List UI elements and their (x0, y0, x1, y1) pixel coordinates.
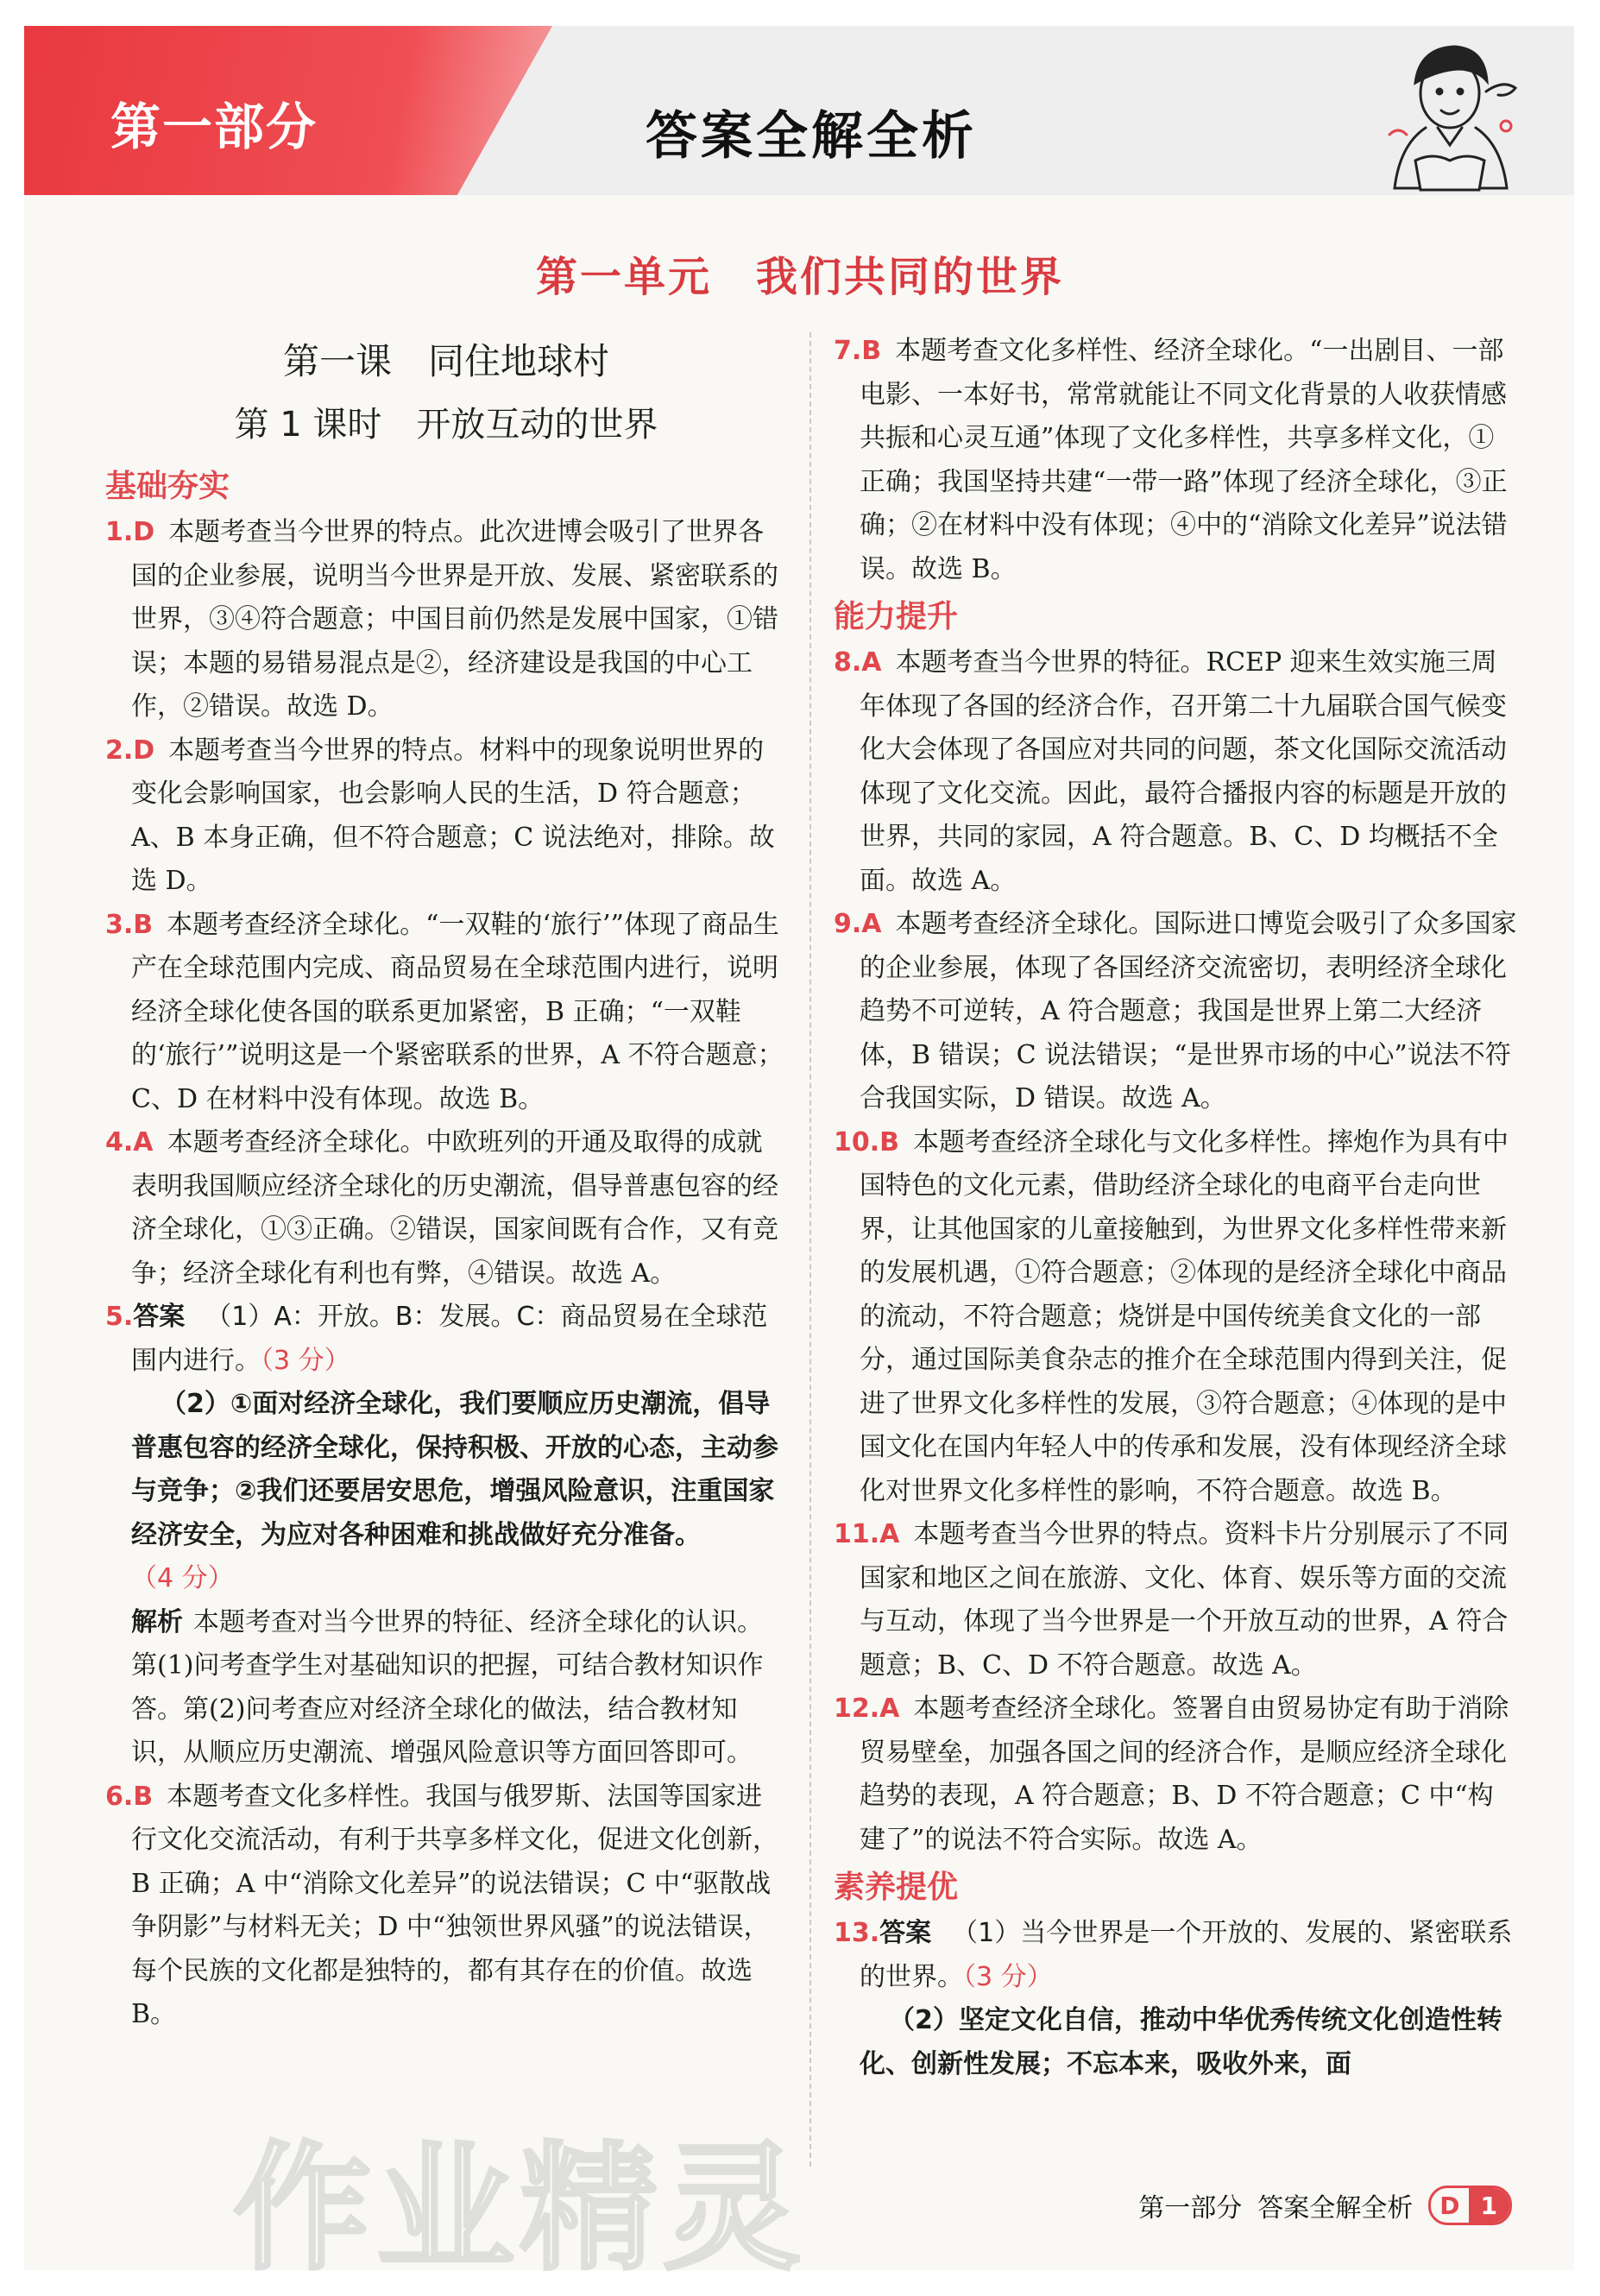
question-1 (105, 511, 787, 729)
analysis-block (105, 1601, 787, 1776)
question-number: 13. (834, 1918, 880, 1948)
header-part-label: 第一部分 (110, 98, 318, 156)
answer-part-2: （2）①面对经济全球化，我们要顺应历史潮流，倡导普惠包容的经济全球化，保持积极、开放的心态，主动参与竞争；②我们还要居安思危，增强风险意识，注重国家经济安全，为应对各种困难和挑战做好充分准备。 (131, 1389, 778, 1550)
period-title: 第 1 课时 开放互动的世界 (234, 405, 658, 445)
question-text: 本题考查经济全球化。国际进口博览会吸引了众多国家的企业参展，体现了各国经济交流密切，表明经济全球化趋势不可逆转，A 符合题意；我国是世界上第二大经济体，B 错误；C 说法错误；“是世界市场的中心”说法不符合我国实际，D 错误。故选 A。 (860, 909, 1517, 1113)
question-text: 本题考查当今世界的特点。材料中的现象说明世界的变化会影响国家，也会影响人民的生活，D 符合题意；A、B 本身正确，但不符合题意；C 说法绝对，排除。故选 D。 (131, 735, 775, 896)
page-badge (1428, 2186, 1512, 2225)
question-text: 本题考查文化多样性、经济全球化。“一出剧目、一部电影、一本好书，常常就能让不同文化背景的人收获情感共振和心灵互通”体现了文化多样性，共享多样文化，①正确；我国坚持共建“一带一路”体现了经济全球化，③正确；②在材料中没有体现；④中的“消除文化差异”说法错误。故选 B。 (860, 336, 1508, 584)
watermark: 作业精灵 (233, 2128, 807, 2289)
question-text: 本题考查文化多样性。我国与俄罗斯、法国等国家进行文化交流活动，有利于共享多样文化，促进文化创新，B 正确；A 中“消除文化差异”的说法错误；C 中“驱散战争阴影”与材料无关；D 中“独领世界风骚”的说法错误，每个民族的文化都是独特的，都有其存在的价值。故选 B。 (131, 1781, 778, 2029)
question-text: 本题考查经济全球化。“一双鞋的‘旅行’”体现了商品生产在全球范围内完成、商品贸易在全球范围内进行，说明经济全球化使各国的联系更加紧密，B 正确；“一双鞋的‘旅行’”说明这是一个紧密联系的世界，A 不符合题意；C、D 在材料中没有体现。故选 B。 (131, 909, 784, 1114)
answer-part-2-block (834, 1999, 1519, 2086)
footer-part: 第一部分 (1138, 2193, 1243, 2223)
question-number: 2.D (105, 735, 155, 766)
question-5 (105, 1296, 787, 1383)
page-footer (1138, 2186, 1512, 2225)
question-4 (105, 1121, 787, 1296)
question-number: 4.A (105, 1127, 154, 1157)
answer-part-1: （1）当今世界是一个开放的、发展的、紧密联系的世界。 (860, 1918, 1513, 1992)
question-number: 5. (105, 1302, 134, 1332)
question-9 (834, 903, 1519, 1121)
question-text: 本题考查经济全球化与文化多样性。摔炮作为具有中国特色的文化元素，借助经济全球化的电商平台走向世界，让其他国家的儿童接触到，为世界文化多样性带来新的发展机遇，①符合题意；②体现的是经济全球化中商品的流动，不符合题意；烧饼是中国传统美食文化的一部分，通过国际美食杂志的推介在全球范围内得到关注，促进了世界文化多样性的发展，③符合题意；④体现的是中国文化在国内年轻人中的传承和发展，没有体现经济全球化对世界文化多样性的影响，不符合题意。故选 B。 (860, 1126, 1509, 1506)
score-points: （4 分） (131, 1563, 234, 1593)
question-number: 12.A (834, 1694, 900, 1724)
question-number: 10.B (834, 1126, 900, 1157)
question-13 (834, 1912, 1519, 1999)
unit-title: 第一单元 我们共同的世界 (535, 253, 1064, 301)
question-8 (834, 641, 1519, 903)
analysis-label: 解析 (131, 1606, 183, 1637)
question-10 (834, 1121, 1519, 1514)
column-divider (809, 332, 811, 2167)
score-points: （3 分） (963, 1961, 1053, 1992)
analysis-text: 本题考查对当今世界的特征、经济全球化的认识。第(1)问考查学生对基础知识的把握，可结合教材知识作答。第(2)问考查应对经济全球化的做法，结合教材知识，从顺应历史潮流、增强风险意识等方面回答即可。 (131, 1606, 764, 1768)
question-number: 7.B (834, 336, 882, 366)
question-number: 3.B (105, 909, 154, 940)
question-number: 6.B (105, 1781, 154, 1812)
question-12 (834, 1687, 1519, 1862)
page-number: 1 (1469, 2188, 1509, 2223)
question-text: 本题考查当今世界的特点。此次进博会吸引了世界各国的企业参展，说明当今世界是开放、发展、紧密联系的世界，③④符合题意；中国目前仍然是发展中国家，①错误；本题的易错易混点是②，经济建设是我国的中心工作，②错误。故选 D。 (131, 517, 778, 722)
question-11 (834, 1513, 1519, 1687)
answer-part-2: （2）坚定文化自信，推动中华优秀传统文化创造性转化、创新性发展；不忘本来，吸收外来，面 (860, 2005, 1502, 2079)
answer-label: 答案 (133, 1302, 186, 1332)
question-text: 本题考查当今世界的特征。RCEP 迎来生效实施三周年体现了各国的经济合作，召开第二十九届联合国气候变化大会体现了各国应对共同的问题，茶文化国际交流活动体现了文化交流。因此，最符合播报内容的标题是开放的世界，共同的家园，A 符合题意。B、C、D 均概括不全面。故选 A。 (860, 647, 1507, 896)
mascot-illustration-icon (1355, 31, 1536, 212)
score-points: （3 分） (261, 1345, 350, 1376)
question-number: 11.A (834, 1519, 900, 1549)
lesson-title: 第一课 同住地球村 (282, 340, 609, 382)
question-number: 9.A (834, 909, 882, 939)
question-7 (834, 330, 1519, 591)
right-column (834, 330, 1519, 2086)
left-column (105, 330, 787, 2037)
question-text: 本题考查经济全球化。签署自由贸易协定有助于消除贸易壁垒，加强各国之间的经济合作，是顺应经济全球化趋势的表现，A 符合题意；B、D 不符合题意；C 中“构建了”的说法不符合实际。故选 A。 (860, 1694, 1509, 1855)
section-heading-ability: 能力提升 (834, 599, 959, 634)
section-heading-literacy: 素养提优 (834, 1870, 959, 1905)
question-3 (105, 904, 787, 1122)
footer-title: 答案全解全析 (1257, 2193, 1414, 2223)
question-number: 1.D (105, 517, 155, 547)
header-title: 答案全解全析 (646, 106, 977, 167)
answer-label: 答案 (879, 1918, 932, 1948)
question-number: 8.A (834, 647, 882, 678)
badge-letter: D (1439, 2191, 1460, 2220)
question-2 (105, 729, 787, 904)
section-heading-basic: 基础夯实 (105, 469, 230, 504)
answer-part-2-block (105, 1383, 787, 1601)
question-text: 本题考查经济全球化。中欧班列的开通及取得的成就表明我国顺应经济全球化的历史潮流，倡导普惠包容的经济全球化，①③正确。②错误，国家间既有合作，又有竞争；经济全球化有利也有弊，④错误。故选 A。 (131, 1127, 778, 1289)
question-text: 本题考查当今世界的特点。资料卡片分别展示了不同国家和地区之间在旅游、文化、体育、娱乐等方面的交流与互动，体现了当今世界是一个开放互动的世界，A 符合题意；B、C、D 不符合题意。故选 A。 (860, 1519, 1509, 1681)
question-6 (105, 1776, 787, 2037)
answer-part-1: （1）A：开放。B：发展。C：商品贸易在全球范围内进行。 (131, 1302, 768, 1376)
